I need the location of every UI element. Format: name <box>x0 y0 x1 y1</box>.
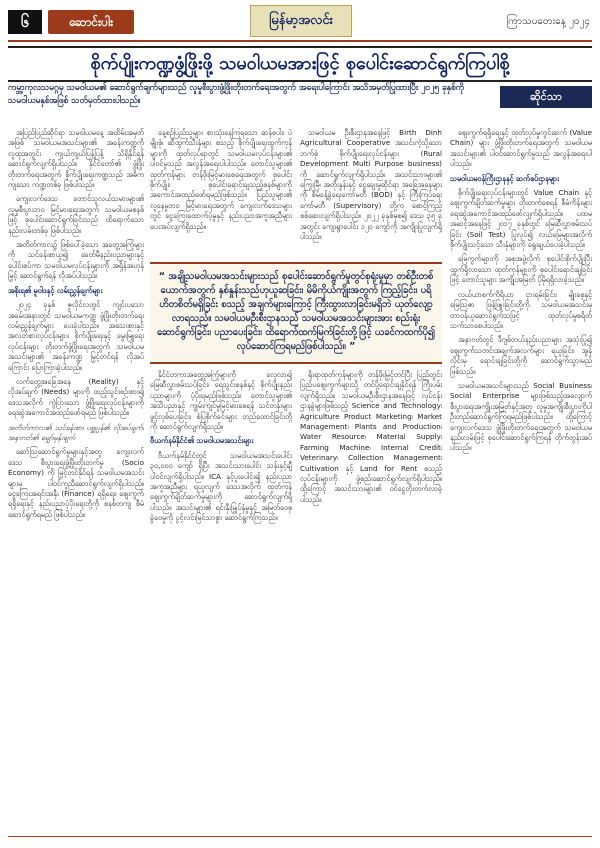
paragraph: အနာဂတ်တွင် ဒီဂျစ်တယ်နည်းပညာများ အသုံးပြု၍ ဈေးကွက်သတင်းအချက်အလက်များ ရယူခြင်း၊ အွန်လိုင်းမှ ရောင်းချခြင်းတို့ကို ဆောင်ရွက်သွားမည်ဖြစ်သည်။ <box>450 335 592 376</box>
inline-quote: အတိတ်ကာလ၏ သင်ခန်းစာ၊ ပစ္စုပ္ပန်၏ လိုအပ်ချက်၊ အနာဂတ်၏ မျှော်မှန်းချက် <box>8 422 144 442</box>
pull-quote <box>150 262 442 364</box>
header-rule <box>8 40 592 42</box>
column-1 <box>8 128 144 830</box>
page-number: ၆ <box>8 10 42 34</box>
paragraph: စိုက်ပျိုးရေးလုပ်ငန်းများတွင် Value Chain နှင့် ဈေးကွက်ချိတ်ဆက်မှုများ တိုးတက်စေရန် စီမံကိန်းများ ရေးဆွဲအကောင်အထည်ဖော်လျက်ရှိပါသည်။ ပထမအဆင့်အနေဖြင့် ၂၀၁၇ ခုနှစ်တွင် မြေဆီလွှာစမ်းသပ်ခြင်း (Soil Test) ပြုလုပ်၍ လယ်မြေများအလိုက် စိုက်ပျိုးသင့်သော သီးနှံများကို ရွေးချယ်ပေးခဲ့ပါသည်။ <box>450 188 592 250</box>
paragraph: ရိုးရာထုတ်ကုန်များကို တန်ဖိုးမြှင့်တင်ပြီး ပြည်တွင်းပြည်ပဈေးကွက်များသို့ တင်ပို့ရောင်းချနိုင်ရန် ကြိုးပမ်းလျက်ရှိသည်။ သမဝါယမဦးစီးဌာနအနေဖြင့် လုပ်ငန်းဌာနခွဲများဖြစ်သည့် Science and Technology၊ Agriculture Product Marketing၊ Market Management၊ Plants and Production၊ Water Resource၊ Material Supply၊ Farming Machine၊ Internal Credit၊ Veterinary၊ Collection Management၊ Cultivation နှင့် Land for Rent စသည့် လုပ်ငန်းများကို ဖွဲ့စည်းဆောင်ရွက်လျက်ရှိပါသည်။ ထို့ကြောင့် အသင်းသားများ၏ ဝင်ငွေတိုးတက်လာခဲ့ပါသည်။ <box>300 370 442 504</box>
article-headline: စိုက်ပျိုးကဏ္ဍဖွံ့ဖြိုးဖို့ သမဝါယမအားဖြင့် စုပေါင်းဆောင်ရွက်ကြပါစို့ <box>90 52 510 74</box>
paragraph: လယ်ယာစက်ကိရိယာ ငှားရမ်းခြင်း၊ မျိုးစေ့နှင့် မြေဩဇာ ဖြန့်ဖြူးခြင်းတို့ကို သမဝါယမအသင်းမှ တာဝန်ယူဆောင်ရွက်သဖြင့် ထုတ်လုပ်မှုစရိတ် သက်သာစေပါသည်။ <box>450 289 592 330</box>
column-3-top <box>300 128 442 258</box>
paragraph: ဈေးကွက်ရရှိရေးနှင့် ထုတ်လုပ်မှုကွင်းဆက် (Value Chain) များ ဖွံ့ဖြိုးတိုးတက်ရေးအတွက် သမဝါယမအသင်းများ၏ ပါဝင်ဆောင်ရွက်မှုသည် အလွန်အရေးပါပါသည်။ <box>450 128 592 169</box>
page-header <box>0 0 600 40</box>
footer-rule <box>8 836 592 837</box>
paragraph: ဆော်သြဆောင်ရွက်မှုများနှင့်အတူ ကျေးလက်ဒေသ စီးပွားရေးဖွံ့ဖြိုးတိုးတက်မှု (Socio Economy) ကို မြှင့်တင်နိုင်ရန် သမဝါယမအသင်းများမှ ပါဝင်ကူညီဆောင်ရွက်လျက်ရှိပါသည်။ ငွေကြေးအရင်းအနှီး (Finance) ရရှိရေး၊ ဈေးကွက်ရရှိရေးနှင့် နည်းပညာပံ့ပိုးရေးတို့ကို စနစ်တကျ စီမံဆောင်ရွက်ရမည် ဖြစ်ပါသည်။ <box>8 447 144 519</box>
issue-date: ကြာသပတေးနေ့ ၂၀၂၄ <box>506 16 590 27</box>
subheading: သမဝါယမဝန်ကြီးဌာနနှင့် ဆက်စပ်ဌာနများ <box>450 173 559 183</box>
paragraph: သမဝါယမအသင်းများသည် Social Business၊ Social Enterprise များဖြစ်သည့်အလျောက် စီးပွားရေးအကျိုးအမြတ်နှင့်အတူ လူမှုအကျိုးစီးပွားကိုပါ ဦးတည်ဆောင်ရွက်ကြရမည်ဖြစ်ပါသည်။ ထို့ကြောင့် ကျေးလက်ဒေသ ဖွံ့ဖြိုးတိုးတက်ရေးအတွက် သမဝါယမနည်းလမ်းဖြင့် စုပေါင်းဆောင်ရွက်ကြရန် တိုက်တွန်းအပ်ပါသည်။ <box>450 380 592 453</box>
column-2-bottom <box>150 370 292 830</box>
section-label: ဆောင်းပါး <box>48 10 134 34</box>
paragraph: နေ့စဉ်ပြည်သူများ စားသုံးနေကြရသော ဆန်စပါး၊ ပဲမျိုးစုံ၊ ဆီထွက်သီးနှံများ စသည့် စိုက်ပျိုးရေးထွက်ကုန်များကို ထုတ်လုပ်ရာတွင် သမဝါယမလုပ်ငန်းများ၏ ပါဝင်မှုသည် အလွန်အရေးပါပါသည်။ တောင်သူများ၏ ထုတ်ကုန်များ တန်ဖိုးမြင့်မားစေရေးအတွက် စုပေါင်းစိုက်ပျိုး၊ စုပေါင်းရောင်းချသည့်စနစ်များကို အကောင်အထည်ဖော်ရမည်ဖြစ်သည်။ ပြည်သူများ၏ လူနေမှုဘဝ မြင့်မားရေးအတွက် ကျေးလက်ဒေသများတွင် ငွေကြေးထောက်ပံ့မှုနှင့် နည်းပညာအကူအညီများ ပေးအပ်လျက်ရှိသည်။ <box>150 128 292 231</box>
paragraph: ဗီယက်နမ်နိုင်ငံတွင် သမဝါယမအသင်းပေါင်း ၃၀,၀၀၀ ကျော် ရှိပြီး အသင်းသားပေါင်း သန်းနှင့်ချီ ပါဝင်လျက်ရှိပါသည်။ ICA နှင့်ပူးပေါင်း၍ နည်းပညာအကူအညီများ ရယူလျက် ဒေသအလိုက် ထုတ်ကုန်ဈေးကွက်ချိတ်ဆက်မှုများကို ဆောင်ရွက်လျက်ရှိပါသည်။ အသင်းများ၏ ရင်းနှီးမြှုပ်နှံမှုနှင့် အမြတ်ဝေစုခွဲဝေမှုကို ပွင့်လင်းမြင်သာစွာ ဆောင်ရွက်ကြသည်။ <box>150 450 292 523</box>
column-3-bottom <box>300 370 442 830</box>
subheading: အစိုးရ၏ မူဝါဒနှင့် လမ်းညွှန်ချက်များ <box>8 285 103 295</box>
paragraph: နိုင်ငံတကာအတွေ့အကြုံများကို လေ့လာ၍ မြေဆီလွှာစမ်းသပ်ခြင်း၊ ရေသွင်းစနစ်နှင့် စိုက်ပျိုးနည်းပညာများကို ပံ့ပိုးရမည်ဖြစ်သည်။ တောင်သူများ၏ အသိပညာနှင့် ကျွမ်းကျင်မှုမြင့်မားစေရန် သင်တန်းများဖွင့်လှစ်ပေးခြင်း၊ စံပြစိုက်ခင်းများ တည်ထောင်ခြင်းတို့ကို ဆောင်ရွက်လျက်ရှိသည်။ <box>150 370 292 432</box>
paragraph: ကျေးလက်ဒေသ တောင်သူလယ်သမားများ၏ လူမှုစီးပွားဘဝ မြင့်မားရေးအတွက် သမဝါယမစနစ်ဖြင့် စုပေါင်းဆောင်ရွက်ခြင်းသည် ထိရောက်သော နည်းလမ်းတစ်ခု ဖြစ်ပါသည်။ <box>8 194 144 235</box>
paragraph: မြေကွက်များကို အစုအဖွဲ့လိုက် စုပေါင်းစိုက်ပျိုးပြီး ထွက်ရှိလာသော ထုတ်ကုန်များကို စုပေါင်းရောင်းချခြင်းဖြင့် တောင်သူများ အကျိုးအမြတ် ပိုမိုရရှိလာခဲ့သည်။ <box>450 254 592 285</box>
pull-quote-text: “ အချို့သမဝါယမအသင်းများသည် စုပေါင်းဆောင်ရွက်မှုတွင်စုရုံးမှုမှာ တစ်ဦးတစ်ယောက်အတွက် နှစ်နှုန်းသည်ဟုယူဆခြင်း၊ မိမိကိုယ်ကျိုးအတွက် ကြည့်ခြင်း၊ ပရိဟိတစိတ်မရှိခြင်း စသည့် အချက်များကြောင့် ကြီးထွားလာခြင်းမရှိဘဲ ယုတ်လျော့လာရသည်။ သမဝါယမဦးစီးဌာနသည် သမဝါယမအသင်းများအား စည်းရုံးဆောင်ရွက်ခြင်း၊ ပညာပေးခြင်း၊ ထိရောက်ထက်မြက်ခြင်းတို့ဖြင့် ယခင်ကထက်ပို၍ လုပ်ဆောင်ကြရမည်ဖြစ်ပါသည်။ ” <box>156 271 436 352</box>
paragraph: လက်တွေ့အခြေအနေ (Reality) နှင့် လိုအပ်ချက် (Needs) များကို ထည့်သွင်းစဉ်းစား၍ ဒေသအလိုက် ကွဲပြားသော ဖွံ့ဖြိုးရေးလုပ်ငန်းများကို ရေးဆွဲအကောင်အထည်ဖော်ရမည် ဖြစ်ပါသည်။ <box>8 376 144 418</box>
paragraph: အပြည်ပြည်ဆိုင်ရာ သမဝါယမနေ့ အထိမ်းအမှတ်အဖြစ် သမဝါယမအသင်းများ၏ အခန်းကဏ္ဍကို လူထုအတွင်း ကျယ်ကျယ်ပြန့်ပြန့် သိရှိနိုင်ရန် ဆောင်ရွက်လျက်ရှိပါသည်။ နိုင်ငံတော်၏ ဖွံ့ဖြိုးတိုးတက်ရေးအတွက် စိုက်ပျိုးရေးကဏ္ဍသည် အဓိကကျသော ကဏ္ဍတစ်ခု ဖြစ်ပါသည်။ <box>8 128 144 190</box>
article-intro: ကမ္ဘာ့ကုလသမဂ္ဂမှ သမဝါယမ၏ ဆောင်ရွက်ချက်များသည် လူမှုစီးပွားဖွံ့ဖြိုးတိုးတက်ရေးအတွက် အရေးပါကြောင်း အသိအမှတ်ပြုထားပြီး ၂၀၂၅ ခုနှစ်ကို သမဝါယမနှစ်အဖြစ် သတ်မှတ်ထားပါသည်။ <box>8 83 465 106</box>
paragraph: ၂၀၂၄ ခုနှစ် ဇူလိုင်လတွင် ကျင်းပသော အခမ်းအနားတွင် သမဝါယမကဏ္ဍ ဖွံ့ဖြိုးတိုးတက်ရေး လမ်းညွှန်ချက်များ ပေးခဲ့ပါသည်။ အသေးစားနှင့် အလတ်စားလုပ်ငန်းများ၊ စိုက်ပျိုးရေးနှင့် မွေးမြူရေးလုပ်ငန်းများ တိုးတက်ဖွံ့ဖြိုးရေးအတွက် သမဝါယမအသင်းများ၏ အခန်းကဏ္ဍ မြှင့်တင်ရန် လိုအပ်ကြောင်း ပြောကြားခဲ့ပါသည်။ <box>8 300 144 372</box>
column-4 <box>450 128 592 830</box>
subheading: ဗီယက်နမ်နိုင်ငံ၏ သမဝါယမအသင်းများ <box>150 436 254 446</box>
article-headline-box <box>8 46 592 82</box>
paragraph: သမဝါယမ ဦးစီးဌာနအနေဖြင့် Birth Dinh Agricultural Cooperative အသင်းကဲ့သို့သော ဘက်စုံ စိုက်ပျိုးရေးလုပ်ငန်းများ (Rural Development Multi Purpose business) ကို ဆောင်ရွက်လျက်ရှိပါသည်။ အသင်းသားများ၏ ကြွေးမြီ၊ အတိုးနှုန်းနှင့် ငွေချေးမှုဆိုင်ရာ အခြေအနေများကို စီမံခန့်ခွဲရေးကော်မတီ (BOD) နှင့် ကြီးကြပ်ရေးကော်မတီ (Supervisory) တို့က စောင့်ကြည့်စစ်ဆေးလျက်ရှိပါသည်။ ၂၀၂၂ ခုနှစ်မှစ၍ ဒေသ ၃၅ ခုအတွင်း ကျေးရွာပေါင်း ၁၂၀ ကျော်ကို အကျိုးပြုလျက်ရှိပါသည်။ <box>300 128 442 242</box>
byline: ဆိုင်သာ <box>500 86 592 108</box>
column-2-top <box>150 128 292 258</box>
newspaper-logo: မြန်မာ့အလင်း <box>250 5 352 37</box>
paragraph: အတိတ်ကာလ၌ ဖြစ်ပေါ်ခဲ့သော အတွေ့အကြုံများကို သင်ခန်းစာယူ၍ ခေတ်မီနည်းပညာများနှင့် ပေါင်းစပ်ကာ သမဝါယမလုပ်ငန်းများကို အရှိန်အဟုန်မြှင့် ဆောင်ရွက်ရန် လိုအပ်ပါသည်။ <box>8 240 144 281</box>
